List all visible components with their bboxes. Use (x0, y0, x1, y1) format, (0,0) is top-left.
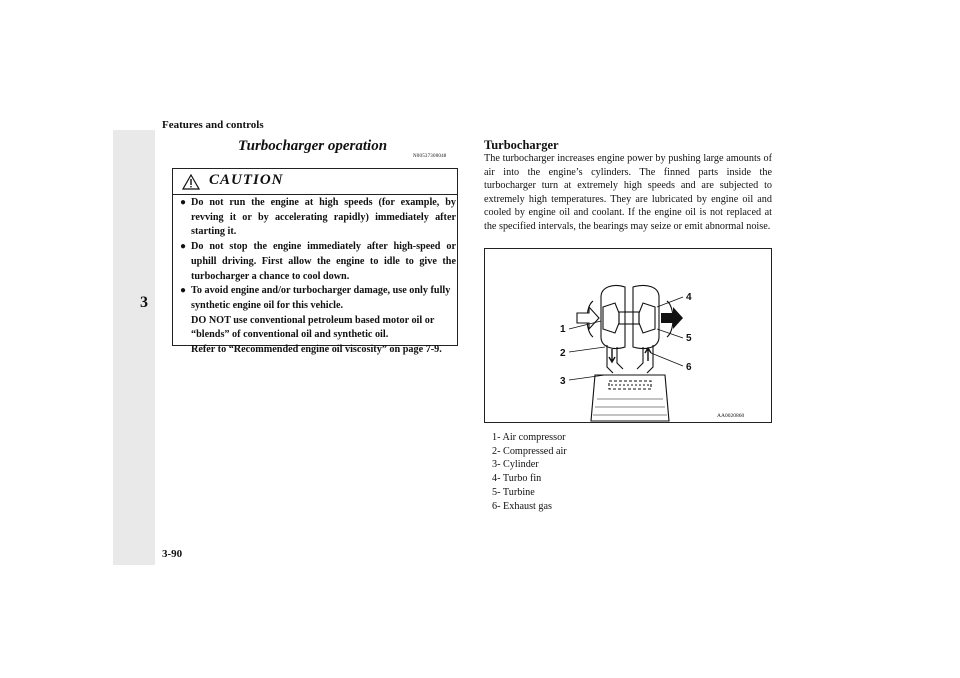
legend-item: 1- Air compressor (492, 432, 566, 443)
bullet-icon: ● (180, 285, 187, 297)
chapter-number: 3 (140, 294, 148, 311)
turbocharger-illustration (485, 249, 771, 422)
warning-triangle-icon (182, 174, 200, 190)
turbocharger-body: The turbocharger increases engine power by pushing large amounts of air into the engine’s cylinders. The finned parts inside the turbocharger turn at extremely high speeds and are subjected to extremely high temperatures. They are lubricated by engine oil and cooled by engine oil and coolant. If the engine oil is not replaced at the specified intervals, the bearings may seize or emit abnormal noise. (484, 153, 772, 232)
caution-divider (173, 194, 457, 195)
caution-item: ● To avoid engine and/or turbocharger damage, use only fully synthetic engine oil for this vehicle. DO NOT use conventional petroleum based motor oil or “blends” of conventional oil and synthetic oil. Refer to “Recommended engine oil viscosity” on page 7-9. (180, 284, 456, 358)
callout-6: 6 (686, 362, 692, 373)
chapter-tab (113, 130, 155, 565)
bullet-icon: ● (180, 241, 187, 253)
bullet-icon: ● (180, 197, 187, 208)
caution-box (172, 168, 458, 356)
reference-code: N00537300048 (413, 154, 447, 159)
callout-2: 2 (560, 348, 566, 359)
legend-item: 4- Turbo fin (492, 473, 542, 485)
turbocharger-diagram (484, 248, 772, 423)
caution-item: ● Do not stop the engine immediately after high-speed or uphill driving. First allow the engine to idle to give the turbocharger a chance to cool down. (180, 240, 456, 284)
figure-code: AA0020860 (717, 413, 745, 419)
callout-5: 5 (686, 333, 692, 344)
callout-1: 1 (560, 324, 566, 335)
caution-list (180, 196, 456, 358)
legend-item: 2- Compressed air (492, 445, 567, 457)
caution-item: ● Do not run the engine at high speeds (for example, by revving it or by accelerating rapidly) immediately after starting it. (180, 196, 456, 240)
turbocharger-heading: Turbocharger (484, 138, 559, 152)
diagram-legend (492, 431, 567, 513)
legend-item: 6- Exhaust gas (492, 500, 552, 512)
legend-item: 3- Cylinder (492, 459, 539, 471)
turbo-operation-title: Turbocharger operation (238, 138, 388, 154)
caution-title: CAUTION (209, 172, 284, 188)
callout-3: 3 (560, 376, 566, 387)
callout-4: 4 (686, 292, 692, 303)
page-number: 3-90 (162, 548, 183, 560)
legend-item: 5- Turbine (492, 486, 535, 498)
section-header: Features and controls (162, 119, 264, 131)
caution-header (173, 169, 457, 197)
